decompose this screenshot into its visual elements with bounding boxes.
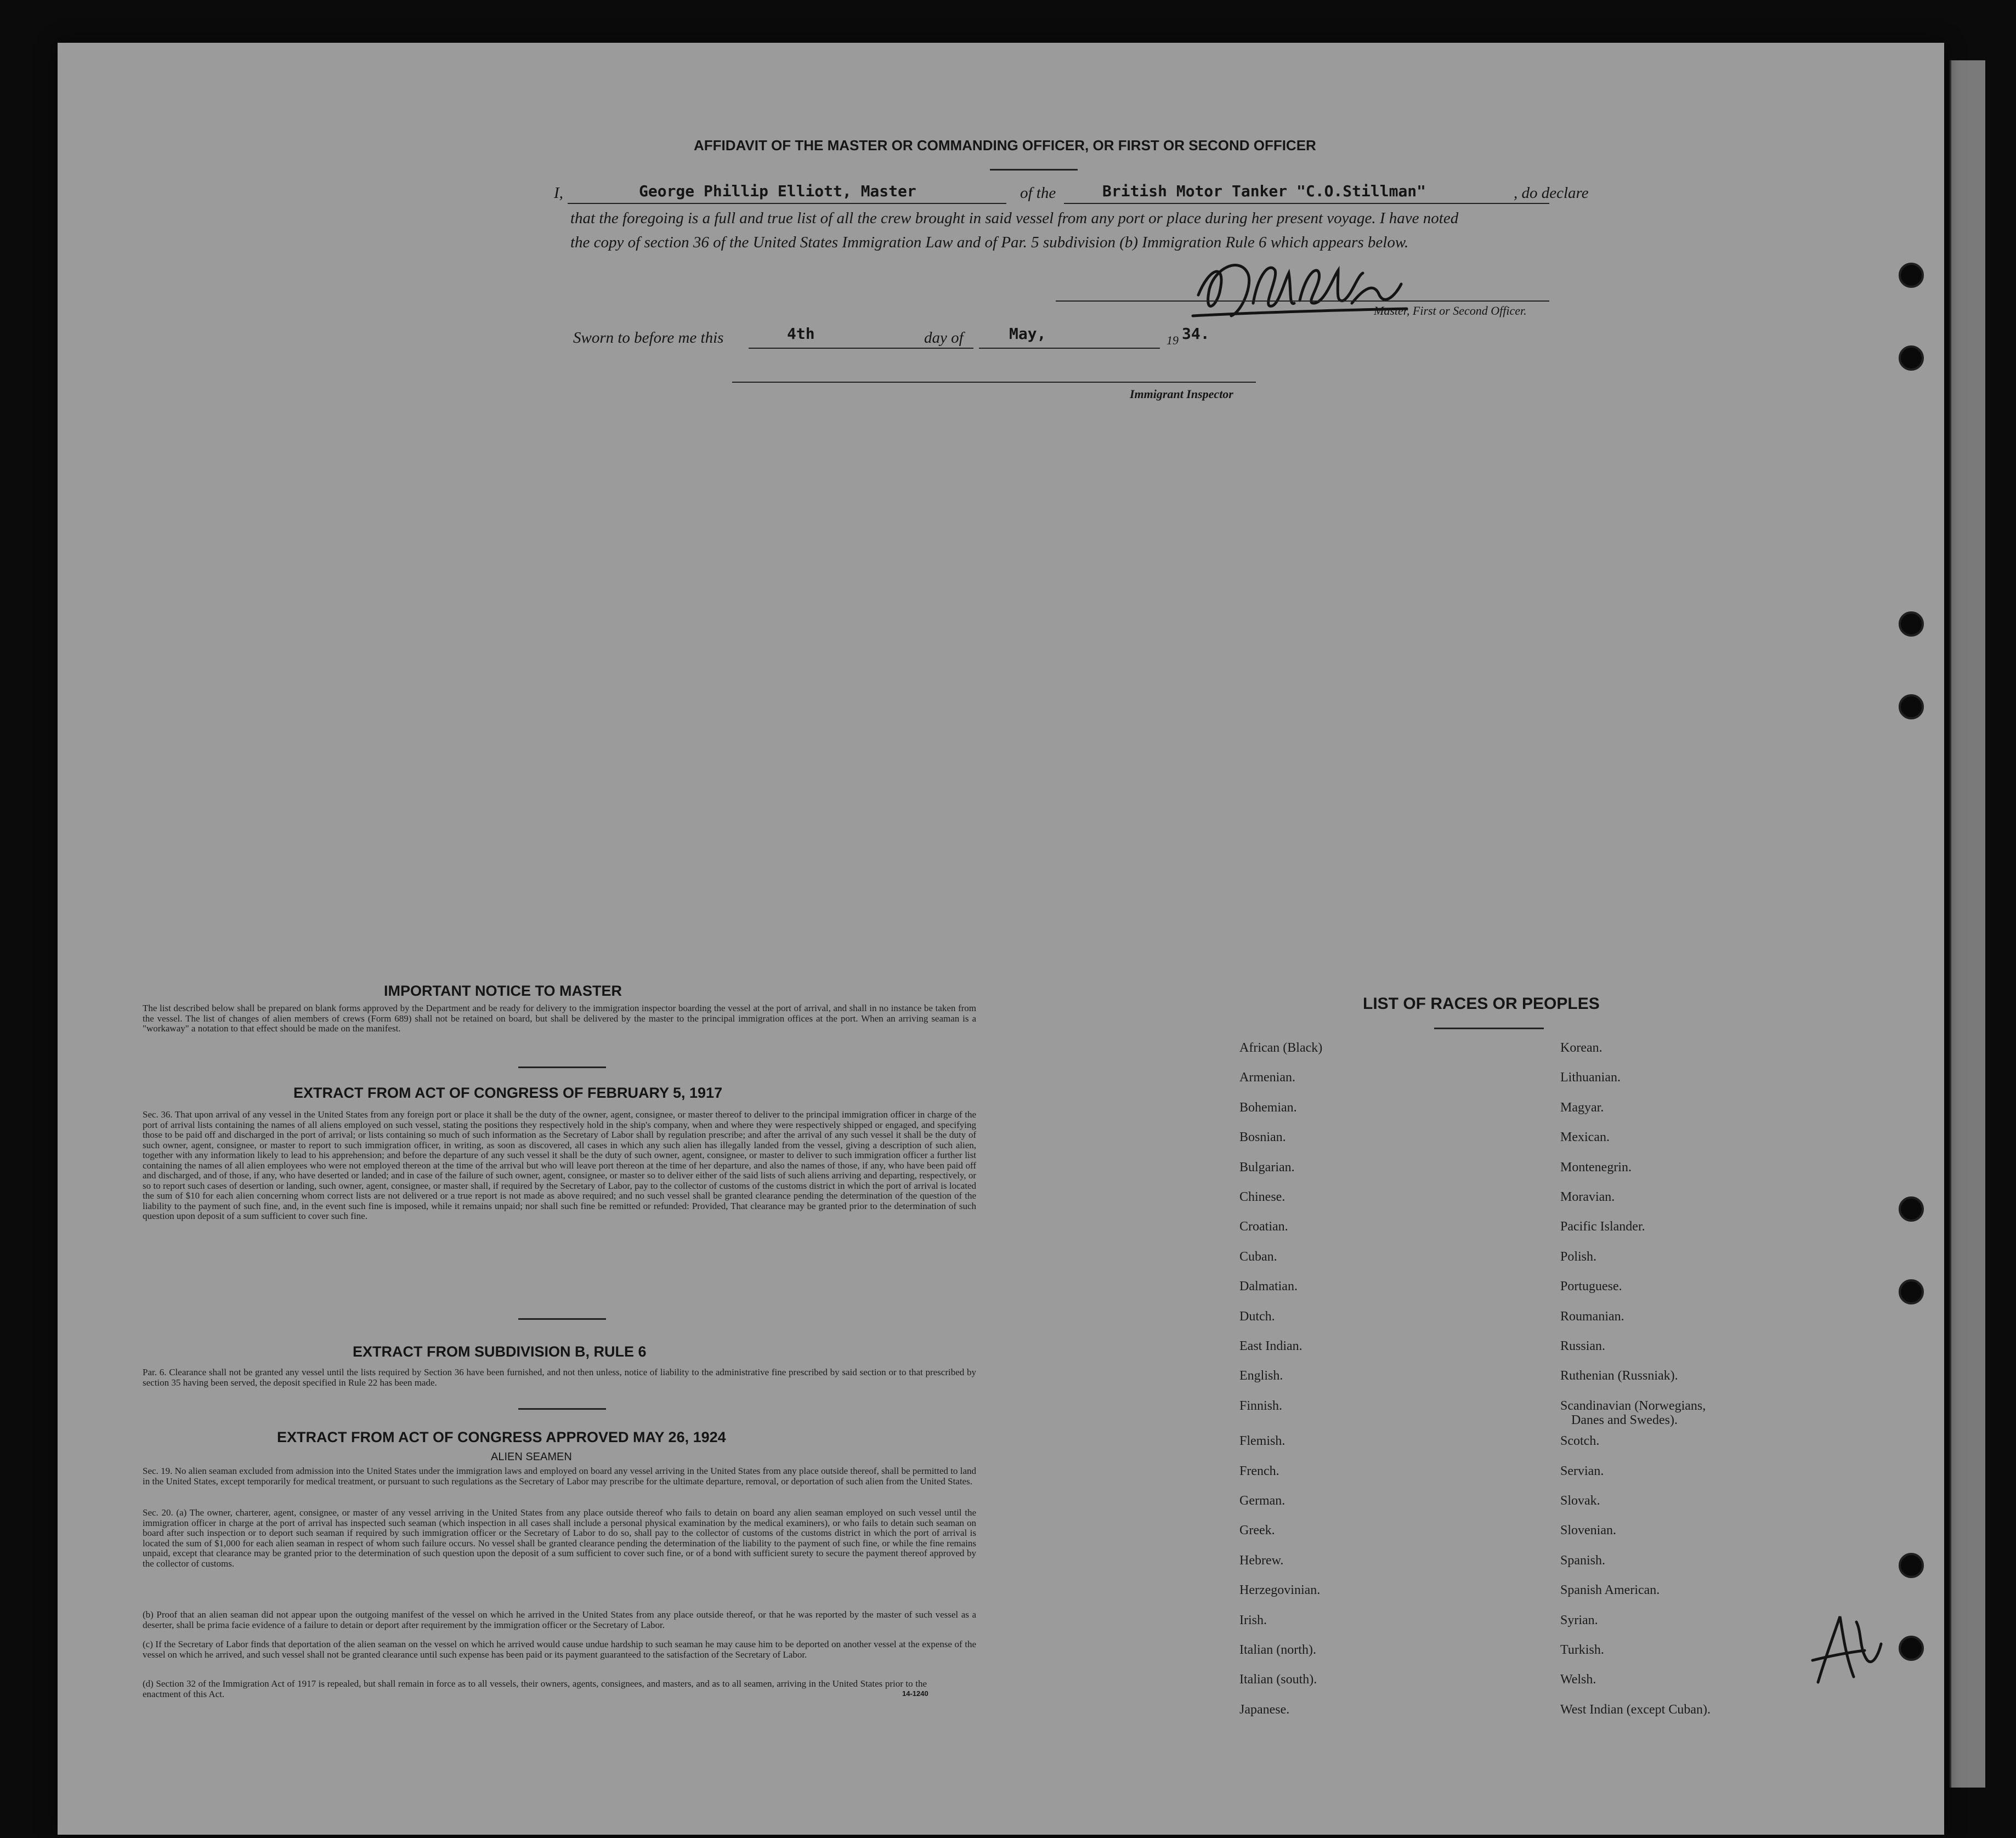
race-item: Japanese. [1239, 1702, 1290, 1717]
punch-hole [1899, 611, 1924, 637]
race-item: East Indian. [1239, 1339, 1303, 1353]
master-name-line [568, 203, 1006, 204]
sworn-month-line [979, 348, 1160, 349]
race-item: Herzegovinian. [1239, 1583, 1321, 1598]
master-name-value: George Phillip Elliott, Master [639, 182, 916, 200]
signature-line [1056, 300, 1549, 302]
race-item: Moravian. [1560, 1190, 1615, 1204]
signature-caption: Master, First or Second Officer. [1374, 304, 1527, 317]
race-item: Danes and Swedes). [1571, 1412, 1678, 1427]
notice-body: The list described below shall be prepared on blank forms approved by the Department and be ready for delivery to the immigration inspector boarding the vessel at the port of arrival, and shall in no instance be taken from the vessel. The list of changes of alien members of crews (Form 689) shall not be retained on board, but shall be delivered by the master to the principal immigration offices at the port. When an arriving seaman is a "workaway" a notation to that effect should be made on the manifest. [143, 1003, 976, 1034]
sworn-label: Sworn to before me this [573, 329, 724, 347]
race-item: Dutch. [1239, 1309, 1275, 1324]
race-item: English. [1239, 1369, 1283, 1383]
punch-hole [1899, 263, 1924, 288]
race-item: German. [1239, 1494, 1286, 1508]
of-the-label: of the [1020, 184, 1056, 202]
inspector-line [732, 382, 1256, 383]
race-item: Chinese. [1239, 1190, 1286, 1204]
race-item: Irish. [1239, 1613, 1267, 1627]
race-item: Turkish. [1560, 1643, 1604, 1657]
race-item: Ruthenian (Russniak). [1560, 1369, 1678, 1383]
races-title: LIST OF RACES OR PEOPLES [1363, 995, 1600, 1013]
race-item: Greek. [1239, 1523, 1275, 1538]
race-item: Italian (south). [1239, 1672, 1317, 1687]
day-of-label: day of [924, 329, 964, 347]
form-number: 14-1240 [902, 1689, 928, 1698]
race-item: Dalmatian. [1239, 1279, 1298, 1294]
races-divider [1434, 1028, 1544, 1029]
race-item: Croatian. [1239, 1219, 1288, 1234]
punch-hole [1899, 1636, 1924, 1661]
race-item: Flemish. [1239, 1434, 1286, 1449]
sec19-body: Sec. 19. No alien seaman excluded from admission into the United States under the immigration laws and employed on board any vessel arriving in the United States from any place outside thereof, shall be permitted to land in the United States, except temporarily for medical treatment, or pursuant to such regulations as the Secretary of Labor may prescribe for the ultimate departure, removal, or deportation of such alien from the United States. [143, 1466, 976, 1487]
race-item: Slovenian. [1560, 1523, 1616, 1538]
race-item: Bosnian. [1239, 1130, 1286, 1145]
notice-title: IMPORTANT NOTICE TO MASTER [384, 983, 622, 999]
race-item: Bohemian. [1239, 1100, 1297, 1115]
rule6-divider [518, 1408, 606, 1410]
race-item: Servian. [1560, 1463, 1604, 1478]
title-divider [990, 169, 1078, 171]
race-item: Bulgarian. [1239, 1160, 1295, 1175]
notice-divider [518, 1067, 606, 1068]
race-item: Mexican. [1560, 1130, 1610, 1145]
punch-hole [1899, 345, 1924, 371]
vessel-name-line [1064, 203, 1549, 204]
race-item: Magyar. [1560, 1100, 1604, 1115]
sworn-day-value: 4th [787, 325, 815, 343]
race-item: Cuban. [1239, 1249, 1277, 1264]
race-item: Finnish. [1239, 1398, 1283, 1413]
i-label: I, [554, 184, 563, 202]
affidavit-title: AFFIDAVIT OF THE MASTER OR COMMANDING OFFICER, OR FIRST OR SECOND OFFICER [694, 137, 1316, 154]
rule6-body: Par. 6. Clearance shall not be granted any vessel until the lists required by Section 36 have been furnished, and not then unless, notice of liability to the administrative fine prescribed by said section or to that prescribed by section 35 having been served, the deposit specified in Rule 22 has been made. [143, 1367, 976, 1388]
race-item: Polish. [1560, 1249, 1597, 1264]
race-item: West Indian (except Cuban). [1560, 1702, 1711, 1717]
extract-1917-title: EXTRACT FROM ACT OF CONGRESS OF FEBRUARY 5, 1917 [293, 1085, 723, 1101]
sworn-month-value: May, [1009, 325, 1046, 343]
vessel-name-value: British Motor Tanker "C.O.Stillman" [1102, 182, 1426, 200]
rule6-title: EXTRACT FROM SUBDIVISION B, RULE 6 [353, 1343, 647, 1360]
race-item: Portuguese. [1560, 1279, 1622, 1294]
sec20c-body: (c) If the Secretary of Labor finds that deportation of the alien seaman on the vessel on which he arrived would cause undue hardship to such seaman he may cause him to be deported on another vessel at the expense of the vessel on which he arrived, and such vessel shall not be granted clearance until such expense has been paid or its payment guaranteed to the satisfaction of the Secretary of Labor. [143, 1639, 976, 1660]
race-item: Armenian. [1239, 1070, 1295, 1085]
affidavit-line-3: the copy of section 36 of the United States Immigration Law and of Par. 5 subdivision (b) Immigration Rule 6 which appears below. [570, 234, 1409, 251]
extract-1917-body: Sec. 36. That upon arrival of any vessel in the United States from any foreign port or place it shall be the duty of the owner, agent, consignee, or master thereof to deliver to the principal immigration officer in charge of the port of arrival lists containing the names of all aliens employed on such vessel, stating the positions they respectively hold in the ship's company, when and where they were respectively shipped or engaged, and specifying those to be paid off and discharged in the port of arrival; or lists containing so much of such information as the Secretary of Labor shall by regulation prescribe; and after the arrival of any such vessel it shall be the duty of such owner, agent, consignee, or master to report to such immigration officer, in writing, as soon as discovered, all cases in which any such alien has illegally landed from the vessel, giving a description of such alien, together with any information likely to lead to his apprehension; and before the departure of any such vessel it shall be the duty of such owner, agent, consignee, or master to deliver to such immigration officer a further list containing the names of all alien employees who were not employed thereon at the time of the arrival but who will leave port thereon at the time of her departure, and also the names of those, if any, who have been paid off and discharged, and of those, if any, who have deserted or landed; and in case of the failure of such owner, agent, consignee, or master so to deliver either of the said lists of such aliens arriving and departing, respectively, or so to report such cases of desertion or landing, such owner, agent, consignee, or master shall, if required by the Secretary of Labor, pay to the collector of customs of the customs district in which the port of arrival is located the sum of $10 for each alien concerning whom correct lists are not delivered or a true report is not made as above required; and no such vessel shall be granted clearance pending the determination of the question of the liability to the payment of such fine, and, in the event such fine is imposed, while it remains unpaid; nor shall such fine be remitted or refunded: Provided, That clearance may be granted prior to the determination of such question upon deposit of a sum sufficient to cover such fine. [143, 1109, 976, 1221]
race-item: Russian. [1560, 1339, 1606, 1353]
sec20d-body: (d) Section 32 of the Immigration Act of 1917 is repealed, but shall remain in force as to all vessels, their owners, agents, consignees, and masters, and as to all seamen, arriving in the United States prior to the enactment of this Act. [143, 1678, 927, 1699]
extract-1917-divider [518, 1318, 606, 1320]
race-item: Welsh. [1560, 1672, 1596, 1687]
race-item: Scotch. [1560, 1434, 1600, 1449]
inspector-caption: Immigrant Inspector [1130, 387, 1233, 401]
race-item: Lithuanian. [1560, 1070, 1621, 1085]
race-item: Spanish. [1560, 1553, 1606, 1568]
document-page [58, 43, 1944, 1835]
race-item: Roumanian. [1560, 1309, 1624, 1324]
race-item: Syrian. [1560, 1613, 1598, 1627]
race-item: Slovak. [1560, 1494, 1600, 1508]
sec20b-body: (b) Proof that an alien seaman did not appear upon the outgoing manifest of the vessel on which he arrived in the United States from any place outside thereof, or that he was reported by the master of such vessel as a deserter, shall be prima facie evidence of a failure to detain or deport after requirement by the immigration officer or the Secretary of Labor. [143, 1609, 976, 1630]
race-item: French. [1239, 1463, 1279, 1478]
punch-hole [1899, 1553, 1924, 1578]
race-item: African (Black) [1239, 1041, 1323, 1055]
alien-seamen-subtitle: ALIEN SEAMEN [491, 1451, 572, 1463]
race-item: Italian (north). [1239, 1643, 1316, 1657]
handwritten-margin-mark [1802, 1600, 1889, 1693]
race-item: Pacific Islander. [1560, 1219, 1645, 1234]
sworn-day-line [749, 348, 973, 349]
punch-hole [1899, 1279, 1924, 1304]
race-item: Scandinavian (Norwegians, [1560, 1398, 1706, 1413]
punch-hole [1899, 1196, 1924, 1222]
race-item: Korean. [1560, 1041, 1602, 1055]
race-item: Montenegrin. [1560, 1160, 1632, 1175]
race-item: Spanish American. [1560, 1583, 1660, 1598]
year-prefix: 19 [1166, 333, 1179, 347]
year-suffix-value: 34. [1182, 325, 1210, 343]
extract-1924-title: EXTRACT FROM ACT OF CONGRESS APPROVED MAY 26, 1924 [277, 1429, 726, 1445]
do-declare-text: , do declare [1514, 184, 1589, 202]
race-item: Hebrew. [1239, 1553, 1284, 1568]
affidavit-line-2: that the foregoing is a full and true list of all the crew brought in said vessel from any port or place during her present voyage. I have noted [570, 209, 1459, 227]
page-edge-strip [1950, 60, 1985, 1788]
sec20a-body: Sec. 20. (a) The owner, charterer, agent, consignee, or master of any vessel arriving in the United States from any place outside thereof who fails to detain on board any alien seaman employed on such vessel until the immigration officer in charge at the port of arrival has inspected such seaman (which inspection in all cases shall include a personal physical examination by the medical examiners), or who fails to detain such seaman on board after such inspection or to deport such seaman if required by such immigration officer or the Secretary of Labor to do so, shall pay to the collector of customs of the customs district in which the port of arrival is located the sum of $1,000 for each alien seaman in respect of whom such failure occurs. No vessel shall be granted clearance pending the determination of the liability to the payment of such fine, or while the fine remains unpaid, except that clearance may be granted prior to the determination of such question upon the deposit of a sum sufficient to cover such fine, or of a bond with sufficient surety to secure the payment thereof approved by the collector of customs. [143, 1507, 976, 1569]
punch-hole [1899, 694, 1924, 719]
